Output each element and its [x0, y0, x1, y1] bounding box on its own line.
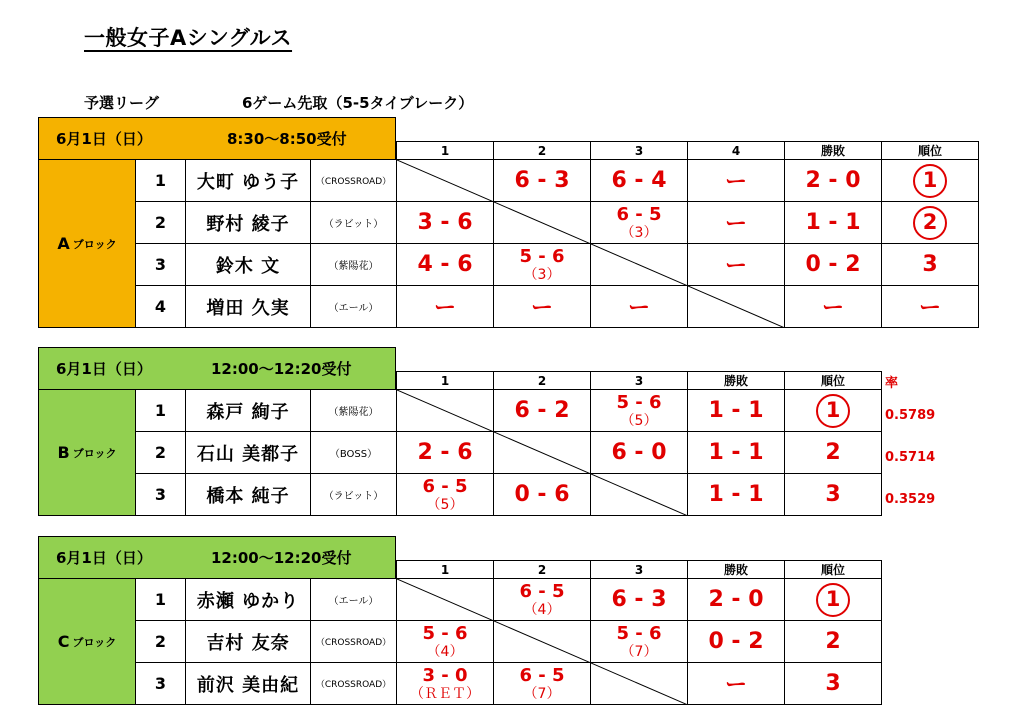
- tiebreak-score: （4）: [523, 601, 561, 618]
- score-value: 5 - 6: [616, 622, 662, 644]
- block-header: [38, 117, 396, 159]
- match-score: [590, 578, 688, 621]
- player-number: 1: [135, 578, 186, 621]
- win-loss-record: 0 - 2: [784, 243, 882, 286]
- match-score: [590, 159, 688, 202]
- player-team: （CROSSROAD）: [310, 159, 397, 202]
- tiebreak-score: （7）: [620, 643, 658, 660]
- rank-value: 3: [825, 671, 841, 696]
- match-score: [493, 473, 591, 516]
- tiebreak-score: （5）: [620, 412, 658, 429]
- diagonal-line: [591, 663, 688, 705]
- column-header-1: 1: [396, 371, 494, 390]
- player-team: （紫陽花）: [310, 389, 397, 432]
- diagonal-cell: [687, 285, 785, 328]
- score-value: 6 - 0: [611, 440, 667, 465]
- score-value: ー: [627, 296, 650, 321]
- win-rate: 0.5714: [885, 450, 936, 465]
- player-team: （CROSSROAD）: [310, 662, 397, 705]
- no-match-dash: [396, 285, 494, 328]
- column-header-5: 順位: [784, 371, 882, 390]
- score-value: ー: [724, 212, 747, 237]
- format-label: 6ゲーム先取（5-5タイブレーク）: [242, 94, 474, 112]
- player-name: 橋本 純子: [185, 473, 311, 516]
- page-title: 一般女子Aシングルス: [84, 26, 293, 50]
- stage-label: 予選リーグ: [84, 94, 160, 112]
- match-score: [493, 578, 591, 621]
- diagonal-line: [688, 286, 785, 328]
- tiebreak-score: （7）: [523, 685, 561, 702]
- circled-rank: 1: [913, 164, 947, 198]
- score-value: 2 - 6: [417, 440, 473, 465]
- ranking: [784, 389, 882, 432]
- player-name: 森戸 絢子: [185, 389, 311, 432]
- player-number: 4: [135, 285, 186, 328]
- match-score: [590, 201, 688, 244]
- score-value: 5 - 6: [616, 391, 662, 413]
- diagonal-line: [591, 474, 688, 516]
- rank-value: 2: [825, 440, 841, 465]
- win-rate: 0.3529: [885, 492, 936, 507]
- diagonal-line: [397, 390, 494, 432]
- ranking: [784, 431, 882, 474]
- match-score: [396, 662, 494, 705]
- score-value: 6 - 2: [514, 398, 570, 423]
- block-date: 6月1日（日）: [56, 130, 152, 148]
- block-label: [38, 389, 136, 516]
- block-letter: A: [57, 234, 70, 253]
- column-header-2: 2: [493, 141, 591, 160]
- block-reception: 8:30～8:50受付: [227, 130, 347, 148]
- score-value: 4 - 6: [417, 252, 473, 277]
- score-value: 5 - 6: [519, 245, 565, 267]
- diagonal-line: [494, 202, 591, 244]
- column-header-1: 1: [396, 141, 494, 160]
- column-header-4: 勝敗: [687, 371, 785, 390]
- player-name: 鈴木 文: [185, 243, 311, 286]
- score-value: 6 - 5: [616, 203, 662, 225]
- tiebreak-score: （5）: [426, 496, 464, 513]
- win-loss-record: 2 - 0: [687, 578, 785, 621]
- win-loss-record: 1 - 1: [687, 473, 785, 516]
- block-label: [38, 578, 136, 705]
- diagonal-cell: [493, 431, 591, 474]
- block-suffix: ブロック: [72, 635, 117, 649]
- block-letter: C: [57, 632, 70, 651]
- ranking: [784, 473, 882, 516]
- player-team: （ラビット）: [310, 201, 397, 244]
- player-number: 3: [135, 662, 186, 705]
- diagonal-line: [494, 432, 591, 474]
- subtitle: [84, 92, 474, 113]
- win-loss-record: ー: [784, 285, 882, 328]
- match-score: [493, 389, 591, 432]
- ranking: [881, 159, 979, 202]
- block-header: [38, 536, 396, 578]
- diagonal-line: [397, 160, 494, 202]
- tiebreak-score: （3）: [523, 266, 561, 283]
- player-team: （エール）: [310, 285, 397, 328]
- player-team: （BOSS）: [310, 431, 397, 474]
- rank-value: 3: [825, 482, 841, 507]
- player-name: 前沢 美由紀: [185, 662, 311, 705]
- rate-header: 率: [885, 376, 899, 391]
- match-score: [493, 662, 591, 705]
- no-match-dash: [687, 159, 785, 202]
- score-value: 6 - 5: [422, 475, 468, 497]
- player-number: 2: [135, 201, 186, 244]
- diagonal-cell: [590, 473, 688, 516]
- ranking: [881, 201, 979, 244]
- match-score: [590, 620, 688, 663]
- column-header-3: 3: [590, 560, 688, 579]
- block-suffix: ブロック: [72, 446, 117, 460]
- column-header-6: 順位: [881, 141, 979, 160]
- diagonal-cell: [396, 159, 494, 202]
- match-score: [396, 201, 494, 244]
- block-reception: 12:00～12:20受付: [211, 360, 352, 378]
- column-header-2: 2: [493, 371, 591, 390]
- ranking: [784, 620, 882, 663]
- column-header-2: 2: [493, 560, 591, 579]
- score-value: ー: [724, 170, 747, 195]
- tiebreak-score: （ＲＥＴ）: [410, 685, 480, 702]
- match-score: [396, 243, 494, 286]
- tiebreak-score: （3）: [620, 224, 658, 241]
- circled-rank: 2: [913, 206, 947, 240]
- ranking: [784, 578, 882, 621]
- player-number: 1: [135, 159, 186, 202]
- block-suffix: ブロック: [72, 237, 117, 251]
- win-loss-record: 1 - 1: [687, 389, 785, 432]
- score-value: 6 - 5: [519, 580, 565, 602]
- player-team: （ラビット）: [310, 473, 397, 516]
- score-value: 3 - 0: [422, 664, 468, 686]
- score-value: 6 - 5: [519, 664, 565, 686]
- win-loss-record: 2 - 0: [784, 159, 882, 202]
- column-header-5: 順位: [784, 560, 882, 579]
- ranking: [784, 662, 882, 705]
- player-name: 赤瀬 ゆかり: [185, 578, 311, 621]
- rank-value: 3: [922, 252, 938, 277]
- tiebreak-score: （4）: [426, 643, 464, 660]
- column-header-3: 3: [590, 141, 688, 160]
- no-match-dash: [590, 285, 688, 328]
- diagonal-cell: [590, 662, 688, 705]
- diagonal-cell: [396, 389, 494, 432]
- score-value: 5 - 6: [422, 622, 468, 644]
- win-loss-record: 1 - 1: [687, 431, 785, 474]
- match-score: [396, 473, 494, 516]
- diagonal-line: [591, 244, 688, 286]
- circled-rank: 1: [816, 583, 850, 617]
- player-number: 2: [135, 620, 186, 663]
- column-header-4: 勝敗: [687, 560, 785, 579]
- diagonal-line: [494, 621, 591, 663]
- block-header: [38, 347, 396, 389]
- diagonal-cell: [493, 620, 591, 663]
- player-name: 石山 美都子: [185, 431, 311, 474]
- player-number: 3: [135, 473, 186, 516]
- win-loss-record: 0 - 2: [687, 620, 785, 663]
- player-team: （紫陽花）: [310, 243, 397, 286]
- win-loss-record: ー: [687, 662, 785, 705]
- player-team: （エール）: [310, 578, 397, 621]
- match-score: [396, 620, 494, 663]
- block-letter: B: [57, 443, 70, 462]
- column-header-4: 4: [687, 141, 785, 160]
- column-header-1: 1: [396, 560, 494, 579]
- ranking: [881, 243, 979, 286]
- rank-value: ー: [918, 296, 941, 321]
- diagonal-line: [397, 579, 494, 621]
- player-name: 野村 綾子: [185, 201, 311, 244]
- column-header-5: 勝敗: [784, 141, 882, 160]
- score-value: ー: [530, 296, 553, 321]
- player-name: 増田 久実: [185, 285, 311, 328]
- match-score: [590, 431, 688, 474]
- diagonal-cell: [590, 243, 688, 286]
- no-match-dash: [687, 243, 785, 286]
- match-score: [396, 431, 494, 474]
- match-score: [590, 389, 688, 432]
- ranking: [881, 285, 979, 328]
- score-value: 6 - 3: [514, 168, 570, 193]
- score-value: 6 - 4: [611, 168, 667, 193]
- block-date: 6月1日（日）: [56, 360, 152, 378]
- rank-value: 2: [825, 629, 841, 654]
- match-score: [493, 243, 591, 286]
- player-name: 吉村 友奈: [185, 620, 311, 663]
- score-value: 3 - 6: [417, 210, 473, 235]
- win-loss-record: 1 - 1: [784, 201, 882, 244]
- match-score: [493, 159, 591, 202]
- win-rate: 0.5789: [885, 408, 936, 423]
- block-date: 6月1日（日）: [56, 549, 152, 567]
- score-value: ー: [433, 296, 456, 321]
- diagonal-cell: [493, 201, 591, 244]
- no-match-dash: [687, 201, 785, 244]
- player-team: （CROSSROAD）: [310, 620, 397, 663]
- score-value: 0 - 6: [514, 482, 570, 507]
- player-name: 大町 ゆう子: [185, 159, 311, 202]
- player-number: 2: [135, 431, 186, 474]
- column-header-3: 3: [590, 371, 688, 390]
- player-number: 3: [135, 243, 186, 286]
- block-label: [38, 159, 136, 328]
- score-value: ー: [724, 254, 747, 279]
- circled-rank: 1: [816, 394, 850, 428]
- block-reception: 12:00～12:20受付: [211, 549, 352, 567]
- no-match-dash: [493, 285, 591, 328]
- player-number: 1: [135, 389, 186, 432]
- score-value: 6 - 3: [611, 587, 667, 612]
- diagonal-cell: [396, 578, 494, 621]
